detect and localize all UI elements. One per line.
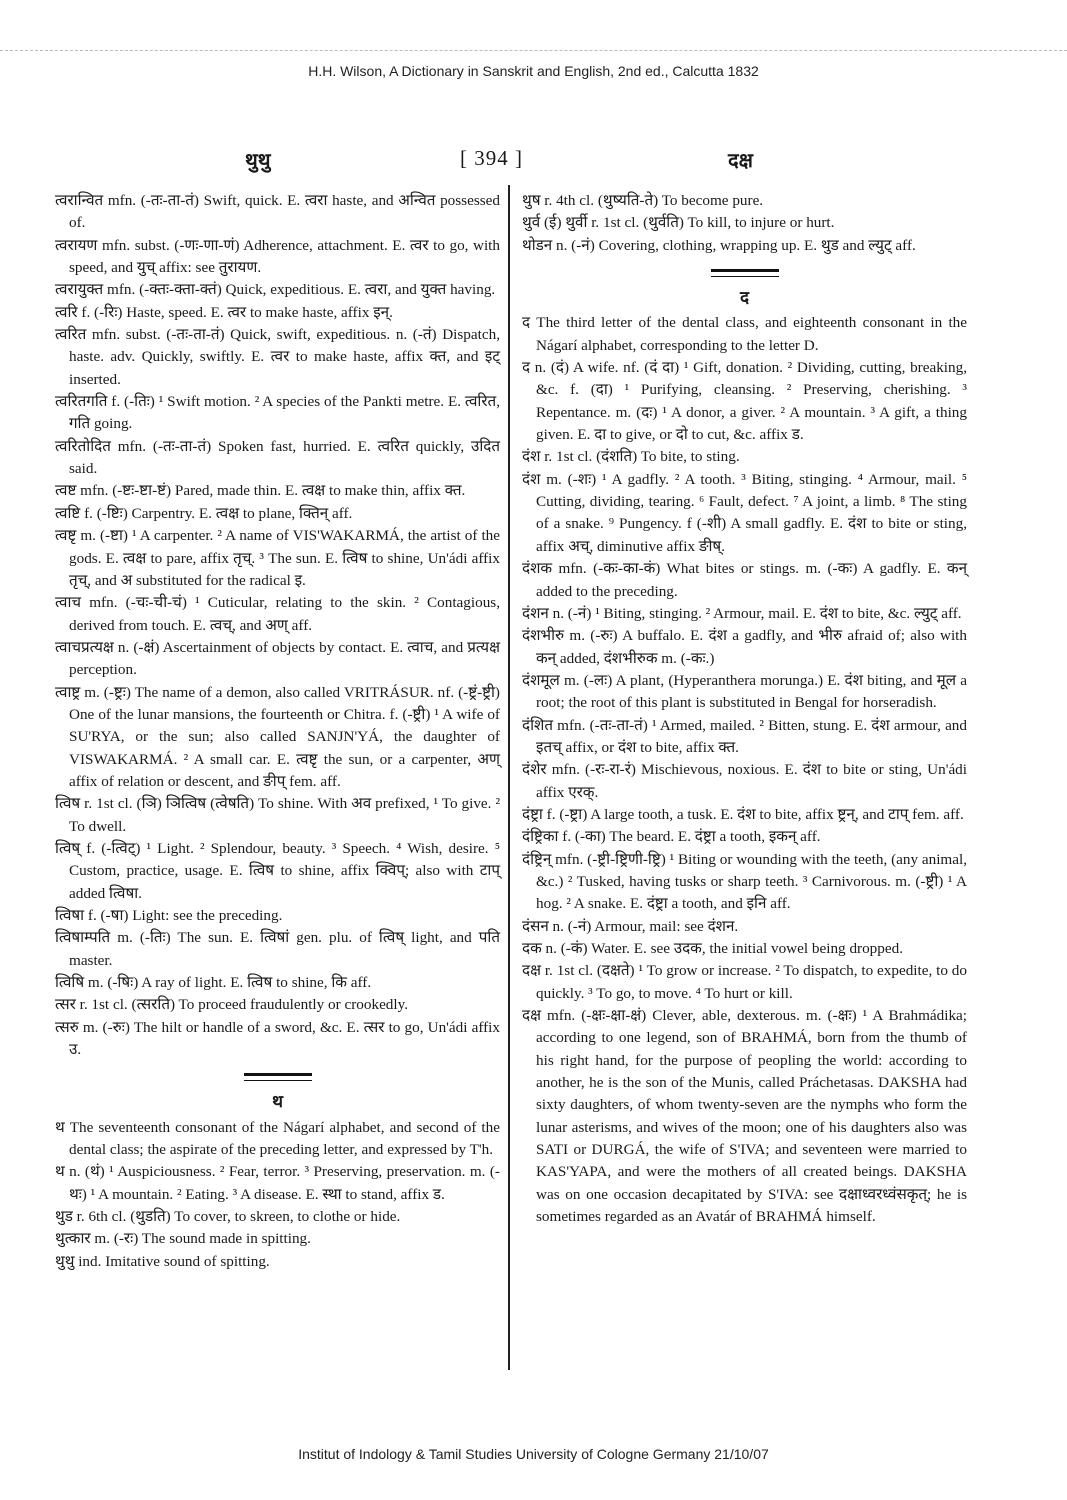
dictionary-entry: त्वरायुक्त mfn. (-क्तः-क्ता-क्तं) Quick, expeditious. E. त्वरा, and युक्त having.: [55, 281, 496, 299]
dictionary-entry: दंशक mfn. (-कः-का-कं) What bites or stings. m. (-कः) A gadfly. E. कन् added to the preceding.: [522, 560, 967, 600]
page-number: [ 394 ]: [460, 146, 523, 170]
dictionary-entry: दंशित mfn. (-तः-ता-तं) ¹ Armed, mailed. ² Bitten, stung. E. दंश armour, and इतच् affix, or दंश to bite, affix क्त.: [522, 716, 967, 756]
dictionary-entry: त्विषाम्पति m. (-तिः) The sun. E. त्विषां gen. plu. of त्विष् light, and पति master.: [55, 929, 500, 969]
section-letter: द: [739, 288, 750, 308]
dictionary-entry: थुष r. 4th cl. (थुष्यति-ते) To become pure.: [522, 192, 764, 209]
dictionary-entry: त्वरान्वित mfn. (-तः-ता-तं) Swift, quick. E. त्वरा haste, and अन्वित possessed of.: [55, 192, 500, 232]
dictionary-entry: दंष्ट्रिका f. (-का) The beard. E. दंष्ट्रा a tooth, इकन् aff.: [522, 828, 821, 846]
dictionary-entry: त्वाचप्रत्यक्ष n. (-क्षं) Ascertainment of objects by contact. E. त्वाच, and प्रत्यक्ष perception.: [55, 638, 500, 679]
dictionary-entry: दंसन n. (-नं) Armour, mail: see दंशन.: [522, 917, 739, 935]
dictionary-entry: त्विष् f. (-त्विट्) ¹ Light. ² Splendour, beauty. ³ Speech. ⁴ Wish, desire. ⁵ Custom, practice, usage. E. त्विष to shine, affix क्विप्; also with टाप् added त्विषा.: [55, 839, 500, 902]
dictionary-entry: त्वष्ट mfn. (-ष्टः-ष्टा-ष्टं) Pared, made thin. E. त्वक्ष to make thin, affix क्त.: [55, 482, 466, 500]
dictionary-entry: थुर्व (ई) थुर्वी r. 1st cl. (थुर्वति) To kill, to injure or hurt.: [522, 214, 835, 232]
dictionary-entry: थुड r. 6th cl. (थुडति) To cover, to skreen, to clothe or hide.: [55, 1208, 401, 1226]
column-divider: [508, 185, 510, 1370]
dictionary-entry: त्विषा f. (-षा) Light: see the preceding.: [55, 907, 283, 924]
dictionary-entry: थ The seventeenth consonant of the Nágarí alphabet, and second of the dental class; the aspirate of the preceding letter, and expressed by T'h.: [55, 1118, 500, 1159]
dictionary-entry: त्वरित mfn. subst. (-तः-ता-तं) Quick, swift, expeditious. n. (-तं) Dispatch, haste. adv. Quickly, swiftly. E. त्वर to make haste, affix क्त, and इट् inserted.: [55, 326, 500, 388]
dictionary-entry: त्वष्टृ m. (-ष्टा) ¹ A carpenter. ² A name of VIS'WAKARMÁ, the artist of the gods. E. त्वक्ष to pare, affix तृच्. ³ The sun. E. त्विष to shine, Un'ádi affix तृच्, and अ substituted for the radical इ.: [55, 527, 500, 589]
left-column: [55, 190, 500, 1273]
dictionary-entry: त्वष्टि f. (-ष्टिः) Carpentry. E. त्वक्ष to plane, क्तिन् aff.: [55, 504, 353, 522]
dictionary-entry: त्वाच mfn. (-चः-ची-चं) ¹ Cuticular, relating to the skin. ² Contagious, derived from touch. E. त्वच्, and अण् aff.: [55, 594, 500, 634]
running-head-right: दक्ष: [728, 150, 753, 172]
dictionary-entry: दंशन n. (-नं) ¹ Biting, stinging. ² Armour, mail. E. दंश to bite, &c. ल्युट् aff.: [522, 604, 962, 622]
dictionary-entry: दक्ष r. 1st cl. (दक्षते) ¹ To grow or increase. ² To dispatch, to expedite, to do quickly. ³ To go, to move. ⁴ To hurt or kill.: [522, 962, 967, 1002]
scan-edge-line: [0, 50, 1067, 52]
section-heading: [55, 1073, 500, 1114]
dictionary-entry: दंश m. (-शः) ¹ A gadfly. ² A tooth. ³ Biting, stinging. ⁴ Armour, mail. ⁵ Cutting, dividing, tearing. ⁶ Fault, defect. ⁷ A joint, a limb. ⁸ The sting of a snake. ⁹ Pungency. f (-शी) A small gadfly. E. दंश to bite or sting, affix अच्, diminutive affix ङीष्.: [522, 470, 967, 555]
dictionary-entry: थुथु ind. Imitative sound of spitting.: [55, 1252, 270, 1270]
dictionary-entry: दंष्ट्रिन् mfn. (-ष्ट्री-ष्ट्रिणी-ष्ट्रि) ¹ Biting or wounding with the teeth, (any animal, &c.) ² Tusked, having tusks or sharp teeth. ³ Carnivorous. m. (-ष्ट्री) ¹ A hog. ² A snake. E. दंष्ट्रा a tooth, and इनि aff.: [522, 850, 967, 913]
dictionary-entry: त्वरि f. (-रिः) Haste, speed. E. त्वर to make haste, affix इन्.: [55, 303, 393, 321]
dictionary-entry: दक n. (-कं) Water. E. see उदक, the initial vowel being dropped.: [522, 940, 904, 957]
dictionary-entry: दक्ष mfn. (-क्षः-क्षा-क्षं) Clever, able, dexterous. m. (-क्षः) ¹ A Brahmádika; according to one legend, son of BRAHMÁ, born from the thumb of his right hand, for the purpose of peopling the world: according to another, he is the son of the Munis, called Práchetasas. DAKSHA had sixty daughters, of whom twenty-seven are the nymphs who form the lunar asterisms, and wives of the moon; one of his daughters also was SATI or DURGÁ, the wife of S'IVA; and seventeen were married to KAS'YAPA, and were the mothers of all created beings. DAKSHA was on one occasion decapitated by S'IVA: see दक्षाध्वरध्वंसकृत्; he is sometimes regarded as an Avatár of BRAHMÁ himself.: [522, 1007, 967, 1226]
dictionary-entry: त्वरायण mfn. subst. (-णः-णा-णं) Adherence, attachment. E. त्वर to go, with speed, and युच् affix: see तुरायण.: [55, 236, 500, 277]
dictionary-entry: दंशमूल m. (-लः) A plant, (Hyperanthera morunga.) E. दंश biting, and मूल a root; the root of this plant is substituted in Bengal for horseradish.: [522, 671, 967, 712]
dictionary-entry: त्सर r. 1st cl. (त्सरति) To proceed fraudulently or crookedly.: [55, 996, 409, 1014]
right-column: [522, 190, 967, 1228]
dictionary-entry: त्विष r. 1st cl. (ञि) ञित्विष (त्वेषति) To shine. With अव prefixed, ¹ To give. ² To dwell.: [55, 795, 500, 835]
dictionary-entry: थ n. (थं) ¹ Auspiciousness. ² Fear, terror. ³ Preserving, preservation. m. (-थः) ¹ A mountain. ² Eating. ³ A disease. E. स्था to stand, affix ड.: [55, 1163, 500, 1203]
dictionary-entry: दंशभीरु m. (-रुः) A buffalo. E. दंश a gadfly, and भीरु afraid of; also with कन् added, दंशभीरुक m. (-कः.): [522, 627, 967, 667]
section-letter: थ: [272, 1092, 283, 1112]
dictionary-entry: थोडन n. (-नं) Covering, clothing, wrapping up. E. थुड and ल्युट् aff.: [522, 236, 916, 254]
dictionary-entry: त्वाष्ट्र m. (-ष्ट्रः) The name of a demon, also called VRITRÁSUR. nf. (-ष्ट्रं-ष्ट्री) One of the lunar mansions, the fourteenth or Chitra. f. (-ष्ट्री) ¹ A wife of SU'RYA, or the sun; also called SANJN'YÁ, the daughter of VISWAKARMÁ. ² A small car. E. त्वष्टृ the sun, or a carpenter, अण् affix of relation or descent, and ङीप् fem. aff.: [55, 683, 500, 790]
dictionary-entry: थुत्कार m. (-रः) The sound made in spitting.: [55, 1230, 311, 1248]
section-rule: [711, 269, 779, 277]
dictionary-entry: दंशेर mfn. (-रः-रा-रं) Mischievous, noxious. E. दंश to bite or sting, Un'ádi affix एरक्.: [522, 761, 967, 801]
dictionary-entry: द The third letter of the dental class, and eighteenth consonant in the Nágarí alphabet, corresponding to the letter D.: [522, 314, 967, 354]
dictionary-entry: दंश r. 1st cl. (दंशति) To bite, to sting.: [522, 448, 740, 466]
running-head-left: थुथु: [245, 150, 271, 172]
section-heading: [522, 269, 967, 310]
dictionary-entry: दंष्ट्रा f. (-ष्ट्रा) A large tooth, a tusk. E. दंश to bite, affix ष्ट्रन्, and टाप् fem. aff.: [522, 805, 964, 823]
dictionary-entry: त्सरु m. (-रुः) The hilt or handle of a sword, &c. E. त्सर to go, Un'ádi affix उ.: [55, 1018, 500, 1059]
dictionary-entry: त्विषि m. (-षिः) A ray of light. E. त्विष to shine, कि aff.: [55, 974, 372, 992]
source-citation: H.H. Wilson, A Dictionary in Sanskrit and English, 2nd ed., Calcutta 1832: [308, 63, 759, 79]
dictionary-entry: त्वरितगति f. (-तिः) ¹ Swift motion. ² A species of the Pankti metre. E. त्वरित, गति going.: [55, 393, 500, 433]
dictionary-entry: द n. (दं) A wife. nf. (दं दा) ¹ Gift, donation. ² Dividing, cutting, breaking, &c. f. (दा) ¹ Purifying, cleansing. ² Preserving, cherishing. ³ Repentance. m. (दः) ¹ A donor, a giver. ² A mountain. ³ A gift, a thing given. E. दा to give, or दो to cut, &c. affix ड.: [522, 359, 967, 444]
section-rule: [244, 1073, 312, 1081]
dictionary-entry: त्वरितोदित mfn. (-तः-ता-तं) Spoken fast, hurried. E. त्वरित quickly, उदित said.: [55, 437, 500, 478]
footer-credit: Institut of Indology & Tamil Studies University of Cologne Germany 21/10/07: [298, 1446, 769, 1462]
